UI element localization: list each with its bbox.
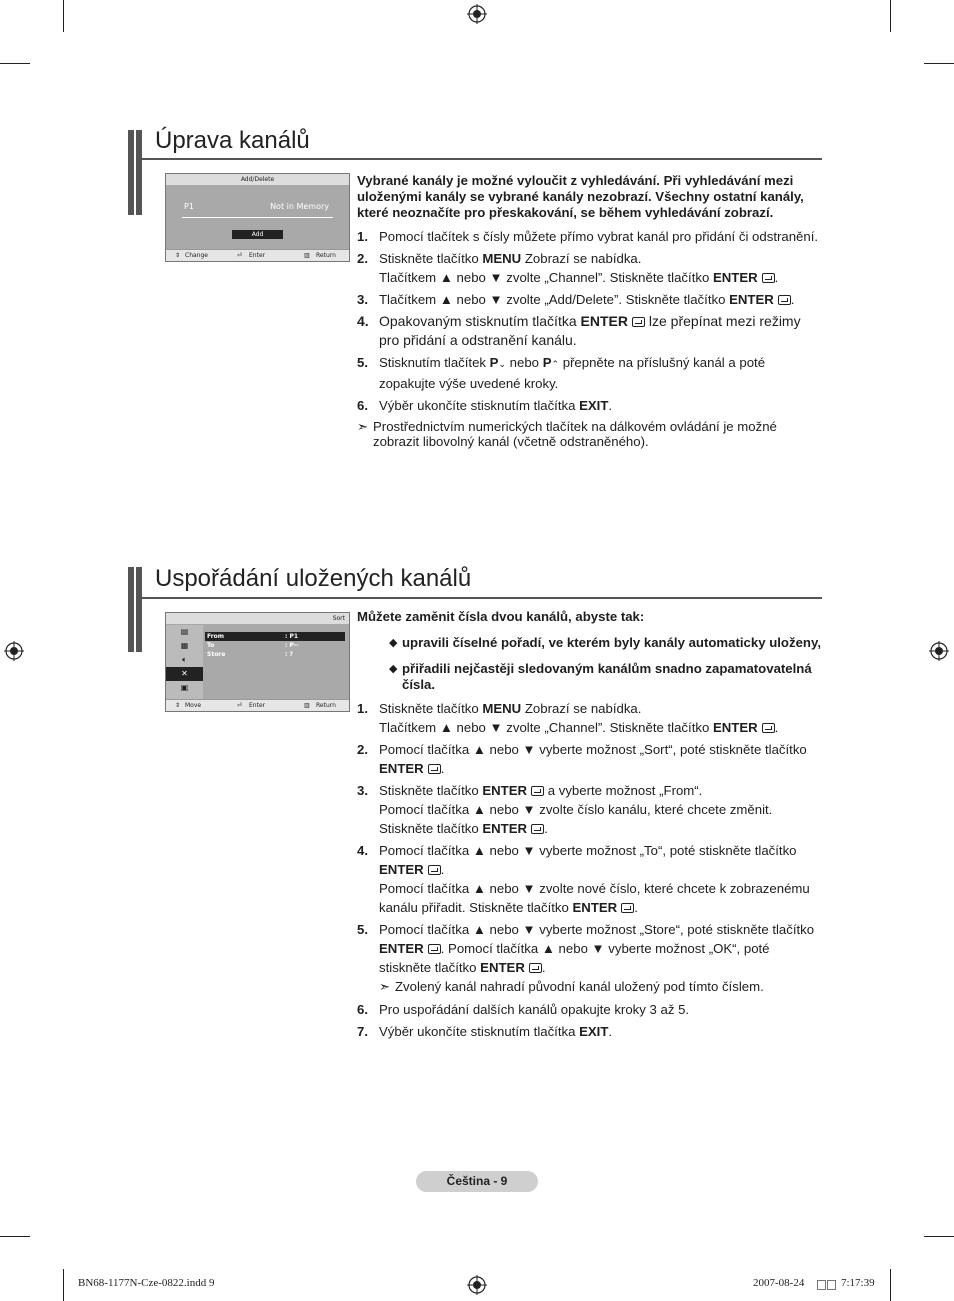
- crop-mark: [890, 1269, 891, 1301]
- osd-footer-return: Return: [316, 252, 336, 259]
- osd-title: Add/Delete: [166, 174, 349, 185]
- registration-mark-icon: [467, 1275, 487, 1295]
- osd-footer: [166, 249, 349, 261]
- enter-icon: [428, 944, 441, 954]
- crop-mark: [924, 1236, 954, 1237]
- footer-time: 7:17:39: [841, 1277, 875, 1289]
- osd-title: Sort: [166, 613, 349, 624]
- bullet-item: ◆ přiřadili nejčastěji sledovaným kanálům snadno zapamatovatelná čísla.: [389, 661, 812, 692]
- crop-mark: [924, 63, 954, 64]
- step: 6. Pro uspořádání dalších kanálů opakujte kroky 3 až 5.: [357, 1002, 690, 1017]
- osd-channel: P1: [184, 202, 194, 211]
- step: 4. Pomocí tlačítka ▲ nebo ▼ vyberte možnost „To“, poté stiskněte tlačítko ENTER . Pomocí tlačítka ▲ nebo ▼ zvolte nové číslo, které chcete k zobrazenému kanálu přiřadit. Stiskněte tlačítko ENTER .: [357, 843, 810, 915]
- step: 7. Výběr ukončíte stisknutím tlačítka EXIT.: [357, 1024, 613, 1039]
- section2-intro: Můžete zaměnit čísla dvou kanálů, abyste tak:: [357, 609, 645, 624]
- note-arrow-icon: ➣: [357, 419, 369, 434]
- step: 2. Pomocí tlačítka ▲ nebo ▼ vyberte možnost „Sort“, poté stiskněte tlačítko ENTER .: [357, 742, 807, 776]
- osd-row-store[interactable]: Store : ?: [207, 651, 293, 658]
- return-icon: ▥: [304, 702, 310, 709]
- crop-mark: [0, 63, 30, 64]
- osd-row-from[interactable]: From : P1: [205, 632, 345, 641]
- section-bar: [128, 567, 142, 652]
- section1-intro: Vybrané kanály je možné vyloučit z vyhledávání. Při vyhledávání mezi uloženými kanály se vybrané kanály nezobrazí. Všechny ostatní kanály, které neoznačíte pro přeskakování, se během vyhledávání zobrazí.: [357, 173, 804, 220]
- step: 5. Stisknutím tlačítek P⌄ nebo P⌃ přepněte na příslušný kanál a poté zopakujte výše uvedené kroky.: [357, 355, 766, 391]
- step: 5. Pomocí tlačítka ▲ nebo ▼ vyberte možnost „Store“, poté stiskněte tlačítko ENTER . Pomocí tlačítka ▲ nebo ▼ vyberte možnost „OK“, poté stiskněte tlačítko ENTER . ➣ Zvolený kanál nahradí původní kanál uložený pod tímto číslem.: [357, 920, 822, 994]
- note: ➣ Zvolený kanál nahradí původní kanál uložený pod tímto číslem.: [379, 979, 764, 994]
- osd-add-delete-screen: [165, 173, 350, 262]
- footer-box-glyph-icon: [817, 1280, 826, 1290]
- section-title: Úprava kanálů: [155, 127, 310, 154]
- step: 1. Stiskněte tlačítko MENU Zobrazí se nabídka. Tlačítkem ▲ nebo ▼ zvolte „Channel”. Stiskněte tlačítko ENTER .: [357, 701, 779, 735]
- updown-icon: ⇕: [175, 252, 181, 259]
- step: 2. Stiskněte tlačítko MENU Zobrazí se nabídka. Tlačítkem ▲ nebo ▼ zvolte „Channel”. Stiskněte tlačítko ENTER .: [357, 251, 779, 285]
- osd-footer: [166, 699, 349, 711]
- crop-mark: [63, 1269, 64, 1301]
- footer-box-glyph-icon: [827, 1280, 836, 1290]
- osd-row-to[interactable]: To : P--: [207, 642, 299, 649]
- note: ➣ Prostřednictvím numerických tlačítek na dálkovém ovládání je možné zobrazit libovolný kanál (včetně odstraněného).: [357, 419, 777, 449]
- channel-icon: ▦: [180, 641, 189, 650]
- registration-mark-icon: [4, 641, 24, 661]
- picture-icon: ▤: [180, 627, 189, 636]
- setup-icon: ✕: [166, 667, 203, 681]
- page-number-badge: Čeština - 9: [416, 1171, 538, 1192]
- registration-mark-icon: [929, 641, 949, 661]
- channel-down-icon: ⌄: [498, 359, 507, 369]
- enter-icon: [529, 963, 542, 973]
- enter-icon: ⏎: [237, 252, 243, 259]
- sound-icon: 🔈︎: [182, 655, 187, 664]
- osd-footer-change: Change: [185, 252, 208, 259]
- enter-icon: [762, 723, 775, 733]
- step: 4. Opakovaným stisknutím tlačítka ENTER lze přepínat mezi režimy pro přidání a odstranění kanálu.: [357, 313, 801, 348]
- osd-add-button[interactable]: Add: [232, 230, 283, 239]
- osd-status: Not in Memory: [270, 202, 329, 211]
- enter-icon: [621, 903, 634, 913]
- osd-menu-icons: [166, 625, 203, 699]
- osd-sort-screen: [165, 612, 350, 712]
- osd-footer-enter: Enter: [249, 252, 266, 259]
- enter-icon: [428, 764, 441, 774]
- osd-sort-list: [205, 632, 345, 659]
- step: 6. Výběr ukončíte stisknutím tlačítka EXIT.: [357, 398, 613, 413]
- enter-icon: ⏎: [237, 702, 243, 709]
- diamond-bullet-icon: ◆: [389, 637, 398, 649]
- enter-icon: [632, 317, 645, 327]
- section-rule: [142, 158, 822, 160]
- osd-footer-move: Move: [185, 702, 202, 709]
- section-bar: [128, 130, 142, 215]
- step: 3. Tlačítkem ▲ nebo ▼ zvolte „Add/Delete”. Stiskněte tlačítko ENTER .: [357, 292, 795, 307]
- osd-footer-enter: Enter: [249, 702, 266, 709]
- crop-mark: [0, 1236, 30, 1237]
- enter-icon: [762, 273, 775, 283]
- section-title: Uspořádání uložených kanálů: [155, 565, 472, 592]
- osd-divider: [182, 217, 333, 218]
- step: 3. Stiskněte tlačítko ENTER a vyberte možnost „From“. Pomocí tlačítka ▲ nebo ▼ zvolte číslo kanálu, které chcete změnit. Stiskněte tlačítko ENTER .: [357, 783, 773, 836]
- bullet-item: ◆ upravili číselné pořadí, ve kterém byly kanály automaticky uloženy,: [389, 635, 821, 650]
- crop-mark: [63, 0, 64, 32]
- section1-text: [357, 173, 822, 449]
- crop-mark: [890, 0, 891, 32]
- channel-up-icon: ⌃: [551, 359, 560, 369]
- registration-mark-icon: [467, 4, 487, 24]
- osd-footer-return: Return: [316, 702, 336, 709]
- note-arrow-icon: ➣: [379, 979, 391, 994]
- section2-text: [357, 609, 822, 1044]
- enter-icon: [531, 824, 544, 834]
- section-rule: [142, 597, 822, 599]
- diamond-bullet-icon: ◆: [389, 663, 398, 675]
- enter-icon: [778, 295, 791, 305]
- input-icon: ▣: [180, 683, 189, 692]
- step: 1. Pomocí tlačítek s čísly můžete přímo vybrat kanál pro přidání či odstranění.: [357, 229, 819, 244]
- enter-icon: [531, 786, 544, 796]
- footer-filename: BN68-1177N-Cze-0822.indd 9: [78, 1277, 215, 1289]
- updown-icon: ⇕: [175, 702, 181, 709]
- enter-icon: [428, 865, 441, 875]
- footer-date: 2007-08-24: [753, 1277, 805, 1289]
- return-icon: ▥: [304, 252, 310, 259]
